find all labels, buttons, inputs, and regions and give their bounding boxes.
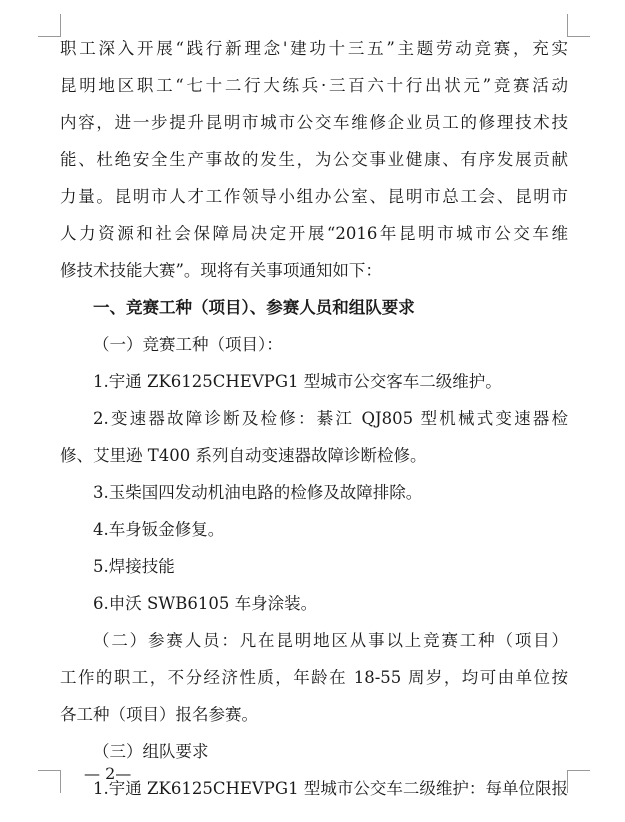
list-item-continuation: 修、艾里逊 T400 系列自动变速器故障诊断检修。 [60,446,427,465]
paragraph-line: 力量。昆明市人才工作领导小组办公室、昆明市总工会、昆明市 [60,187,568,206]
subsection-title: （一）竞赛工种（项目）： [93,335,283,354]
page-number: — 2— [84,764,132,783]
paragraph-line: （二）参赛人员：凡在昆明地区从事以上竞赛工种（项目） [93,631,568,650]
document-body [60,30,568,807]
paragraph-line: 修技术技能大赛”。现将有关事项通知如下： [60,261,382,280]
list-item: 4.车身钣金修复。 [93,520,225,539]
paragraph-line: 职工深入开展“践行新理念'建功十三五”主题劳动竞赛，充实 [60,39,568,58]
paragraph-line: 各工种（项目）报名参赛。 [60,705,258,724]
crop-mark-bottom-right [567,770,590,793]
list-item: 2.变速器故障诊断及检修：綦江 QJ805 型机械式变速器检 [93,409,568,428]
paragraph-line: 人力资源和社会保障局决定开展“2016年昆明市城市公交车维 [60,224,568,243]
paragraph-line: 内容，进一步提升昆明市城市公交车维修企业员工的修理技术技 [60,113,568,132]
paragraph-line: 工作的职工，不分经济性质，年龄在 18-55 周岁，均可由单位按 [60,668,568,687]
list-item: 6.申沃 SWB6105 车身涂装。 [93,594,318,613]
section-heading: 一、竞赛工种（项目）、参赛人员和组队要求 [93,298,415,317]
list-item: 5.焊接技能 [93,557,175,576]
crop-mark-bottom-left [38,770,61,793]
list-item: 1.宇通 ZK6125CHEVPG1 型城市公交客车二级维护。 [93,372,502,391]
subsection-title: （三）组队要求 [93,742,209,761]
paragraph-line: 昆明地区职工“七十二行大练兵·三百六十行出状元”竞赛活动 [60,76,568,95]
list-item: 3.玉柴国四发动机油电路的检修及故障排除。 [93,483,423,502]
crop-mark-top-left [38,14,61,37]
list-item: 1.宇通 ZK6125CHEVPG1 型城市公交车二级维护：每单位限报 [93,779,568,798]
crop-mark-top-right [567,14,590,37]
paragraph-line: 能、杜绝安全生产事故的发生，为公交事业健康、有序发展贡献 [60,150,568,169]
